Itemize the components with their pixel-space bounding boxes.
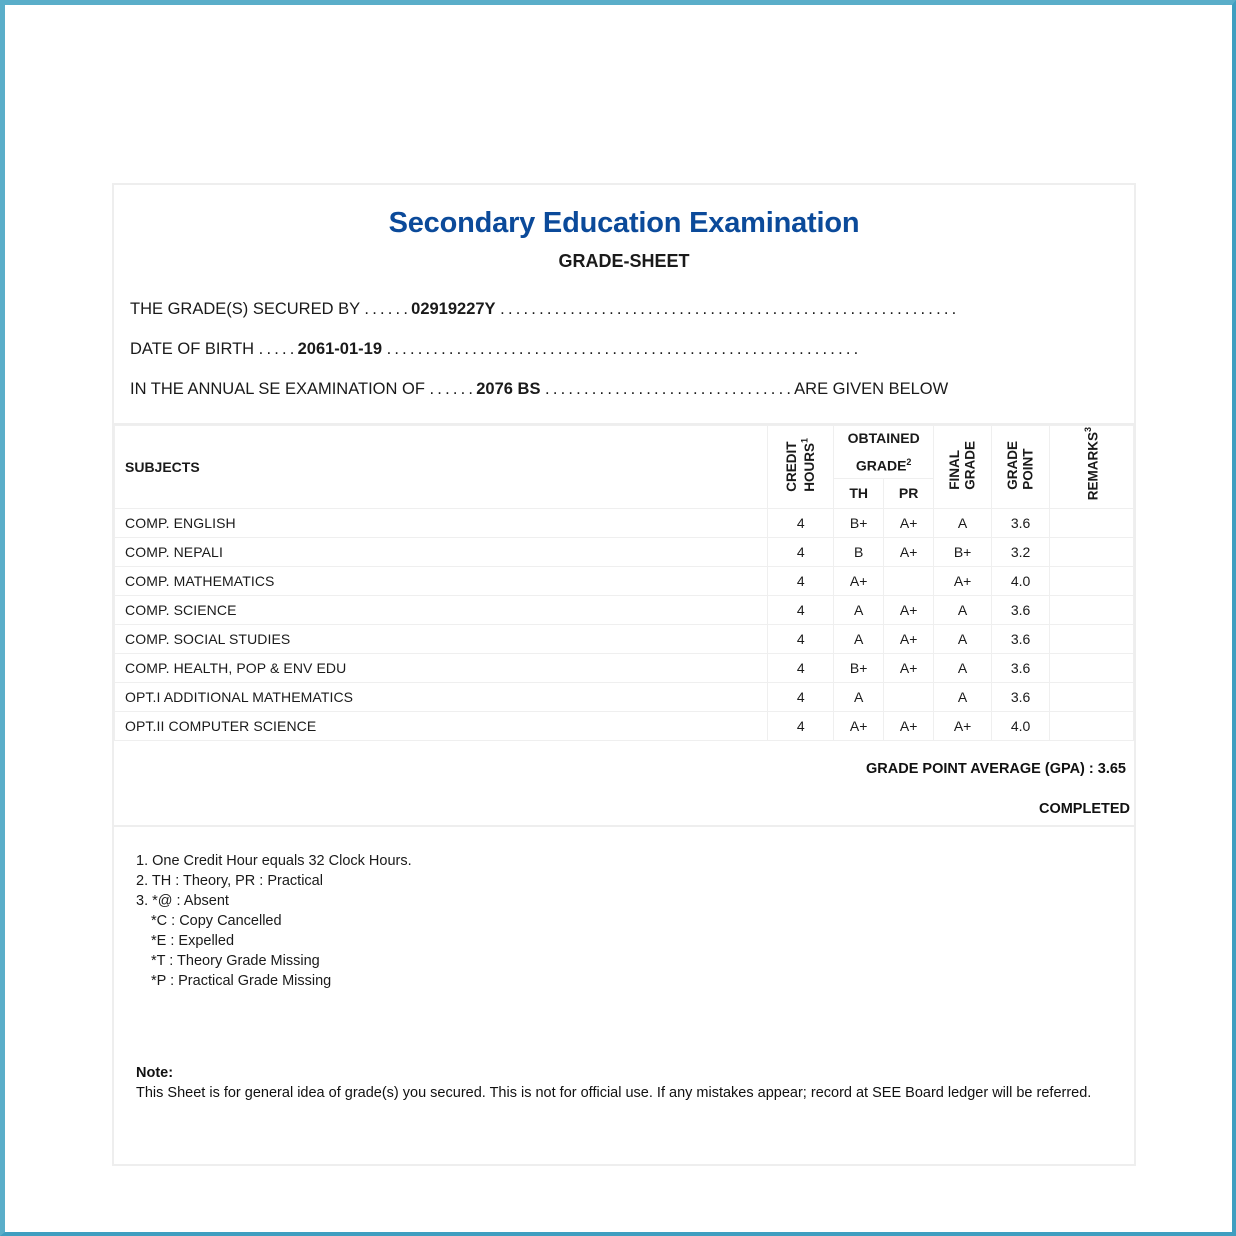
- note-title: Note:: [136, 1065, 174, 1081]
- remarks: [1050, 711, 1134, 740]
- theory-grade: A: [834, 624, 884, 653]
- theory-grade: B+: [834, 508, 884, 537]
- grade-point: 3.6: [992, 624, 1050, 653]
- trailer-dots: .............................................................: [386, 340, 862, 358]
- subject-name: COMP. ENGLISH: [115, 508, 768, 537]
- table-row: [115, 682, 1134, 711]
- leader-dots: .....: [258, 340, 298, 358]
- table-row: [115, 566, 1134, 595]
- credit-hours: 4: [768, 508, 834, 537]
- symbol-number: 02919227Y: [411, 300, 496, 318]
- credit-hours: 4: [768, 682, 834, 711]
- practical-grade: A+: [884, 711, 934, 740]
- grade-sheet: [112, 183, 1136, 1166]
- table-row: [115, 595, 1134, 624]
- leader-dots: ......: [429, 380, 477, 398]
- credit-hours: 4: [768, 537, 834, 566]
- footnote: 2. TH : Theory, PR : Practical: [136, 873, 323, 889]
- final-grade: A: [934, 682, 992, 711]
- credit-hours: 4: [768, 624, 834, 653]
- credit-hours: 4: [768, 711, 834, 740]
- grade-point-header: GRADE POINT: [992, 426, 1050, 509]
- trailer-dots: ...........................................................: [500, 300, 960, 318]
- remarks-header: REMARKS$^3$: [1050, 426, 1134, 509]
- divider: [114, 825, 1134, 827]
- leader-dots: ......: [364, 300, 412, 318]
- grade-point: 3.2: [992, 537, 1050, 566]
- subject-name: COMP. SCIENCE: [115, 595, 768, 624]
- grade-point: 3.6: [992, 653, 1050, 682]
- grade-point: 3.6: [992, 595, 1050, 624]
- footnote: *P : Practical Grade Missing: [151, 973, 332, 989]
- remarks: [1050, 566, 1134, 595]
- practical-grade: [884, 566, 934, 595]
- final-grade: A: [934, 653, 992, 682]
- practical-header: PR: [884, 478, 934, 508]
- subject-name: COMP. HEALTH, POP & ENV EDU: [115, 653, 768, 682]
- footnote: *E : Expelled: [151, 933, 235, 949]
- table-row: [115, 508, 1134, 537]
- remarks: [1050, 624, 1134, 653]
- dob-value: 2061-01-19: [297, 340, 382, 358]
- footnote: *C : Copy Cancelled: [151, 913, 282, 929]
- subject-name: COMP. SOCIAL STUDIES: [115, 624, 768, 653]
- grades-table: [114, 425, 1134, 741]
- practical-grade: A+: [884, 624, 934, 653]
- obtained-grade-header: OBTAINED GRADE$^2$: [834, 426, 934, 479]
- final-grade: B+: [934, 537, 992, 566]
- theory-header: TH: [834, 478, 884, 508]
- exam-line: [130, 380, 948, 399]
- theory-grade: A+: [834, 711, 884, 740]
- credit-hours: 4: [768, 653, 834, 682]
- sheet-subtitle: GRADE-SHEET: [558, 251, 690, 271]
- footnotes: [136, 851, 412, 991]
- remarks: [1050, 653, 1134, 682]
- gpa-label: GRADE POINT AVERAGE (GPA) :: [866, 761, 1094, 777]
- practical-grade: A+: [884, 537, 934, 566]
- subject-name: COMP. NEPALI: [115, 537, 768, 566]
- table-row: [115, 653, 1134, 682]
- theory-grade: A: [834, 682, 884, 711]
- practical-grade: A+: [884, 508, 934, 537]
- theory-grade: A+: [834, 566, 884, 595]
- table-row: [115, 711, 1134, 740]
- exam-suffix: ARE GIVEN BELOW: [794, 380, 949, 398]
- subject-name: OPT.I ADDITIONAL MATHEMATICS: [115, 682, 768, 711]
- practical-grade: A+: [884, 595, 934, 624]
- footnote: *T : Theory Grade Missing: [151, 953, 320, 969]
- dob-line: [130, 340, 861, 359]
- trailer-dots: ................................: [545, 380, 795, 398]
- grade-point: 4.0: [992, 566, 1050, 595]
- final-grade-header: FINAL GRADE: [934, 426, 992, 509]
- practical-grade: [884, 682, 934, 711]
- remarks: [1050, 595, 1134, 624]
- remarks: [1050, 508, 1134, 537]
- grade-point: 3.6: [992, 508, 1050, 537]
- theory-grade: B+: [834, 653, 884, 682]
- gpa-summary: [866, 761, 1126, 777]
- theory-grade: B: [834, 537, 884, 566]
- disclaimer-note: [136, 1063, 1096, 1103]
- table-row: [115, 537, 1134, 566]
- credit-hours: 4: [768, 595, 834, 624]
- credit-hours: 4: [768, 566, 834, 595]
- exam-label: IN THE ANNUAL SE EXAMINATION OF: [130, 380, 425, 398]
- status-label: COMPLETED: [1038, 801, 1130, 817]
- remarks: [1050, 682, 1134, 711]
- secured-by-line: [130, 300, 959, 319]
- footnote: 3. *@ : Absent: [136, 893, 229, 909]
- footnote: 1. One Credit Hour equals 32 Clock Hours.: [136, 853, 412, 869]
- gpa-value: 3.65: [1097, 761, 1126, 777]
- dob-label: DATE OF BIRTH: [130, 340, 255, 358]
- table-row: [115, 624, 1134, 653]
- exam-title: Secondary Education Examination: [388, 207, 860, 239]
- subject-name: OPT.II COMPUTER SCIENCE: [115, 711, 768, 740]
- credit-hours-header: CREDIT HOURS$^1$: [768, 426, 834, 509]
- final-grade: A: [934, 508, 992, 537]
- exam-year: 2076 BS: [476, 380, 541, 398]
- final-grade: A: [934, 595, 992, 624]
- practical-grade: A+: [884, 653, 934, 682]
- remarks: [1050, 537, 1134, 566]
- theory-grade: A: [834, 595, 884, 624]
- grade-point: 4.0: [992, 711, 1050, 740]
- subject-name: COMP. MATHEMATICS: [115, 566, 768, 595]
- final-grade: A+: [934, 566, 992, 595]
- subjects-header: SUBJECTS: [115, 426, 768, 509]
- final-grade: A+: [934, 711, 992, 740]
- secured-by-label: THE GRADE(S) SECURED BY: [130, 300, 360, 318]
- grade-point: 3.6: [992, 682, 1050, 711]
- note-text: This Sheet is for general idea of grade(s) you secured. This is not for official use. If any mistakes appear; record at SEE Board ledger will be referred.: [136, 1085, 1092, 1101]
- final-grade: A: [934, 624, 992, 653]
